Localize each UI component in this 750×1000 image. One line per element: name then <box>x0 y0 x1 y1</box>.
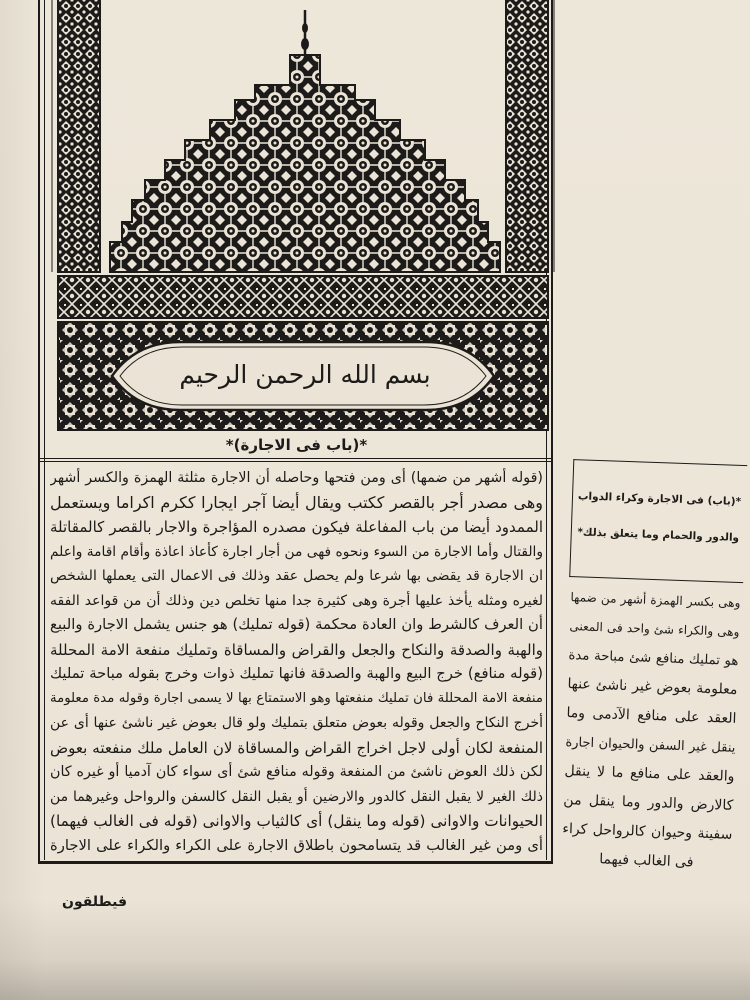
margin-note-heading-box <box>569 459 747 583</box>
text-line: والهبة والصدقة والنكاح والجعل والقراض والمساقاة وتمليك منفعة الامة المحللة <box>50 640 543 659</box>
text-line: المنفعة لكان أولى لاجل اخراج القراض والمساقاة لان العامل ملك منفعته بعوض <box>50 738 543 757</box>
text-line: لكن ذلك العوض ناشئ من المنفعة وقوله منافع شئ أى سواء كان آدميا أو غيره كان <box>50 764 543 780</box>
right-ornament-band <box>506 0 548 272</box>
basmala: بسم الله الرحمن الرحيم <box>179 360 431 389</box>
text-line: لغيره ومثله يأخذ عليها أجرة وهى كثيرة جدا منها تخلص دين وذلك أن من قواعد الفقه <box>50 592 543 609</box>
commentary-text-block <box>40 458 553 862</box>
text-line: والقتال وأما الاجارة من السوء ونحوه فهى من أجار اجارة كأعاذ اعاذة وأقام اقامة واعلم <box>50 543 543 560</box>
text-line: (قوله أشهر من ضمها) أى ومن فتحها وحاصله أن الاجارة مثلثة الهمزة والكسر أشهر <box>50 470 543 486</box>
text-line: ذلك الغير لا يقبل النقل كالدور والارضين أو يقبل النقل كالسفن والرواحل وغيرهما من <box>50 788 543 805</box>
margin-note-body <box>559 577 743 879</box>
margin-note-line: فى الغالب فيهما <box>599 851 694 871</box>
catchword: فيطلقون <box>62 894 128 910</box>
margin-note-line: ينقل غير السفن والحيوان اجارة <box>565 734 736 756</box>
margin-note-line: سفينة وحيوان كالرواحل كراء <box>562 820 733 843</box>
margin-note-line: معلومة بعوض غير ناشئ عنها <box>567 676 738 698</box>
upper-ornament-band <box>58 276 548 318</box>
text-line: أخرج النكاح والجعل وقوله بعوض متعلق بتمليك ولو قال بعوض غير ناشئ عنها أى عن <box>50 715 543 731</box>
margin-note-line: كالارض والدور وما ينقل من <box>563 791 734 814</box>
text-line: ان الاجارة قد يقضى بها شرعا ولم يحصل عقد وذلك فى الاعمال التى يعملها الشخص <box>50 568 543 584</box>
text-line: وهى مصدر أجر بالقصر ككتب ويقال أيضا آجر ايجارا ككرم اكراما ويستعمل <box>50 492 543 512</box>
chapter-heading: *(باب فى الاجارة)* <box>225 436 368 454</box>
spire-knob-lower <box>301 38 309 50</box>
margin-note-line: وهى بكسر الهمزة أشهر من ضمها <box>570 590 741 611</box>
margin-note <box>559 459 747 883</box>
margin-note-line: العقد على منافع الآدمى وما <box>566 705 737 727</box>
pyramid-ornament <box>110 55 500 272</box>
left-ornament-band <box>58 0 100 272</box>
spire-knob-upper <box>302 23 308 33</box>
margin-note-line: هو تمليك منافع شئ مباحة مدة <box>568 648 739 669</box>
margin-note-heading-line: *(باب) فى الاجارة وكراء الدواب <box>577 490 742 508</box>
margin-note-line: وهى والكراء شئ واحد فى المعنى <box>569 619 740 639</box>
text-line: أى ومن غير الغالب قد يتسامحون باطلاق الاجارة على الكراء والكراء على الاجارة <box>50 836 543 854</box>
margin-note-heading-line: والدور والحمام وما يتعلق بذلك* <box>577 526 740 544</box>
text-line: الممدود أيضا من باب المفاعلة فيكون مصدره المؤاجرة والاجار بالقصر كالمقاتلة <box>50 518 543 536</box>
text-line: (قوله منافع) خرج البيع والهبة والصدقة فانها تمليك ذوات وخرج بقوله مباحة تمليك <box>50 665 543 682</box>
margin-note-line: والعقد على منافع ما لا ينقل <box>564 762 735 785</box>
text-line: منفعة الامة المحللة فان تمليك منفعتها وهو الاستمتاع بها لا يسمى اجارة وقوله مدة معلومة <box>50 690 543 706</box>
text-line: الحيوانات والاوانى (قوله وما ينقل) أى كالثياب والاوانى (قوله فى الغالب فيهما) <box>50 812 543 830</box>
text-line: أن العرف كالشرط وان العادة محكمة (قوله تمليك) هو جنس يشمل الاجارة والبيع <box>50 616 543 633</box>
